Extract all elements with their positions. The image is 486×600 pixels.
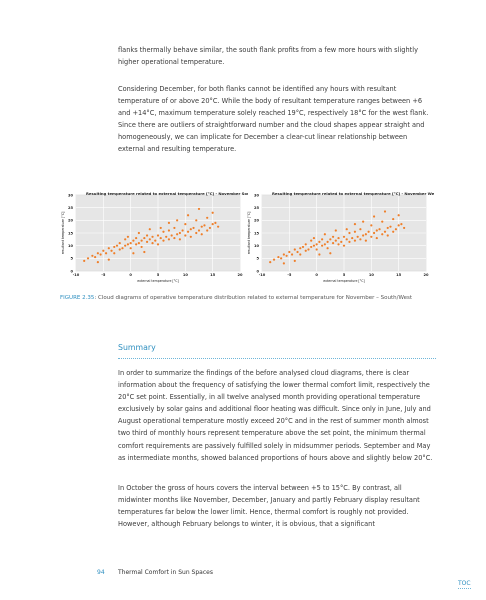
data-point xyxy=(108,259,110,261)
data-point xyxy=(370,236,372,238)
data-point xyxy=(305,243,307,245)
data-point xyxy=(192,227,194,229)
data-point xyxy=(368,231,370,233)
data-point xyxy=(203,224,205,226)
data-point xyxy=(346,238,348,240)
data-point xyxy=(354,223,356,225)
data-point xyxy=(376,229,378,231)
y-tick-label: 30 xyxy=(67,193,73,198)
figure-chart-south xyxy=(60,189,248,291)
data-point xyxy=(376,237,378,239)
data-point xyxy=(329,238,331,240)
data-point xyxy=(97,252,99,254)
data-point xyxy=(143,251,145,253)
data-point xyxy=(201,233,203,235)
figure-caption-label: FIGURE 2.35 xyxy=(60,295,95,301)
data-point xyxy=(359,228,361,230)
data-point xyxy=(343,236,345,238)
data-point xyxy=(116,245,118,247)
data-point xyxy=(130,247,132,249)
figure-caption: FIGURE 2.35: Cloud diagrams of operative temperature distribution related to external temperature for November – South/West xyxy=(60,295,413,301)
y-tick-label: 5 xyxy=(256,256,259,261)
data-point xyxy=(100,253,102,255)
x-tick-label: -10 xyxy=(258,273,266,277)
data-point xyxy=(113,252,115,254)
toc-link[interactable]: TOC xyxy=(458,580,471,587)
data-point xyxy=(149,238,151,240)
data-point xyxy=(286,255,288,257)
data-point xyxy=(141,240,143,242)
data-point xyxy=(209,227,211,229)
data-point xyxy=(313,237,315,239)
data-point xyxy=(329,252,331,254)
data-point xyxy=(132,240,134,242)
x-tick-label: 10 xyxy=(368,273,374,277)
data-point xyxy=(132,252,134,254)
data-point xyxy=(195,219,197,221)
x-tick-label: -5 xyxy=(101,273,106,277)
data-point xyxy=(146,234,148,236)
data-point xyxy=(310,240,312,242)
data-point xyxy=(151,236,153,238)
data-point xyxy=(162,231,164,233)
data-point xyxy=(214,222,216,224)
data-point xyxy=(273,259,275,261)
data-point xyxy=(283,262,285,264)
data-point xyxy=(351,237,353,239)
data-point xyxy=(337,237,339,239)
data-point xyxy=(110,250,112,252)
data-point xyxy=(113,246,115,248)
data-point xyxy=(373,232,375,234)
data-point xyxy=(340,241,342,243)
data-point xyxy=(212,223,214,225)
data-point xyxy=(357,236,359,238)
data-point xyxy=(176,233,178,235)
data-point xyxy=(154,240,156,242)
data-point xyxy=(184,223,186,225)
data-point xyxy=(149,228,151,230)
data-point xyxy=(359,238,361,240)
y-tick-label: 25 xyxy=(253,205,259,210)
data-point xyxy=(288,251,290,253)
data-point xyxy=(346,228,348,230)
data-point xyxy=(94,256,96,258)
data-point xyxy=(327,247,329,249)
y-tick-label: 0 xyxy=(70,269,73,274)
x-tick-label: -10 xyxy=(72,273,80,277)
data-point xyxy=(307,248,309,250)
data-point xyxy=(313,245,315,247)
x-axis-label: external temperature [°C] xyxy=(323,279,365,283)
data-point xyxy=(348,232,350,234)
data-point xyxy=(370,224,372,226)
data-point xyxy=(176,219,178,221)
x-tick-label: 5 xyxy=(156,273,160,277)
data-point xyxy=(124,245,126,247)
y-axis-label: resultant temperature [°C] xyxy=(61,211,65,255)
data-point xyxy=(87,257,89,259)
data-point xyxy=(294,248,296,250)
running-title: Thermal Comfort in Sun Spaces xyxy=(118,569,213,576)
data-point xyxy=(121,247,123,249)
data-point xyxy=(157,243,159,245)
data-point xyxy=(384,210,386,212)
data-point xyxy=(160,237,162,239)
data-point xyxy=(392,218,394,220)
data-point xyxy=(168,222,170,224)
data-point xyxy=(392,231,394,233)
data-point xyxy=(182,229,184,231)
data-point xyxy=(135,237,137,239)
figure-chart-west xyxy=(246,189,434,291)
data-point xyxy=(127,236,129,238)
data-point xyxy=(321,245,323,247)
x-tick-label: 20 xyxy=(237,273,243,277)
data-point xyxy=(354,240,356,242)
x-tick-label: 15 xyxy=(396,273,402,277)
y-tick-label: 15 xyxy=(253,231,259,236)
data-point xyxy=(165,236,167,238)
y-tick-label: 10 xyxy=(67,243,73,248)
data-point xyxy=(316,248,318,250)
page-number: 94 xyxy=(97,569,105,576)
data-point xyxy=(91,255,93,257)
data-point xyxy=(398,214,400,216)
x-tick-label: 0 xyxy=(129,273,132,277)
y-tick-label: 20 xyxy=(253,218,259,223)
data-point xyxy=(395,228,397,230)
data-point xyxy=(160,227,162,229)
chart-title: Resulting temperature related to external temperature [°C] - November South xyxy=(86,191,248,196)
x-tick-label: 15 xyxy=(210,273,216,277)
data-point xyxy=(378,228,380,230)
data-point xyxy=(206,217,208,219)
data-point xyxy=(138,232,140,234)
data-point xyxy=(187,214,189,216)
data-point xyxy=(332,236,334,238)
data-point xyxy=(365,240,367,242)
data-point xyxy=(206,229,208,231)
data-point xyxy=(337,243,339,245)
data-point xyxy=(302,246,304,248)
data-point xyxy=(299,247,301,249)
data-point xyxy=(389,226,391,228)
data-point xyxy=(146,241,148,243)
data-point xyxy=(365,233,367,235)
y-tick-label: 0 xyxy=(256,269,259,274)
paragraph-flanks: flanks thermally behave similar, the south flank profits from a few more hours with slightly higher operational temperature. xyxy=(118,46,418,67)
data-point xyxy=(277,256,279,258)
data-point xyxy=(324,243,326,245)
data-point xyxy=(201,226,203,228)
figure-caption-text: Cloud diagrams of operative temperature distribution related to external temperature for November – South/West xyxy=(97,295,413,301)
x-tick-label: 20 xyxy=(423,273,429,277)
data-point xyxy=(387,234,389,236)
data-point xyxy=(190,236,192,238)
summary-paragraph-1: In order to summarize the findings of the before analysed cloud diagrams, there is clear information about the frequency of satisfying the lower thermal comfort limit, respectively the 20°C set point. Essentially, in all twelve analysed month providing operational temperature exclusively by solar gains and additional floor heating was difficult. Since only in June, July and August operational temperature mostly exceed 20°C and in the rest of summer month almost two third of monthly hours represent temperature above the set point, the minimum thermal comfort requirements are passively fulfilled solely in midsummer periods. September and May as intermediate months, showed balanced proportions of hours above and slightly below 20°C. xyxy=(118,369,433,462)
data-point xyxy=(198,229,200,231)
data-point xyxy=(381,221,383,223)
data-point xyxy=(119,248,121,250)
x-tick-label: 0 xyxy=(315,273,318,277)
data-point xyxy=(354,231,356,233)
data-point xyxy=(318,253,320,255)
data-point xyxy=(195,232,197,234)
data-point xyxy=(179,238,181,240)
data-point xyxy=(398,224,400,226)
summary-paragraph-2: In October the gross of hours covers the interval between +5 to 15°C. By contrast, all midwinter months like November, December, January and partly February display resultant temperatures far below the lower limit. Hence, thermal comfort is roughly not provided. However, although February belongs to winter, it is obvious, that a significant xyxy=(118,484,420,529)
data-point xyxy=(212,212,214,214)
y-tick-label: 25 xyxy=(67,205,73,210)
data-point xyxy=(381,233,383,235)
data-point xyxy=(130,242,132,244)
data-point xyxy=(283,253,285,255)
summary-heading: Summary xyxy=(118,343,436,359)
data-point xyxy=(135,243,137,245)
data-point xyxy=(321,238,323,240)
scatter-chart-south xyxy=(60,189,248,291)
data-point xyxy=(269,261,271,263)
paragraph-december: Considering December, for both flanks cannot be identified any hours with resultant temperature of or above 20°C. While the body of resultant temperature ranges between +6 and +14°C, maximum temperature solely reached 19°C, respectively 18°C for the west flank. Since there are outliers of straightforward number and the cloud shapes appear straight and homogeneously, we can implicate for December a clear-cut linear relationship between external and resulting temperature. xyxy=(118,85,429,154)
data-point xyxy=(190,228,192,230)
y-tick-label: 30 xyxy=(253,193,259,198)
data-point xyxy=(105,252,107,254)
x-axis-label: external temperature [°C] xyxy=(137,279,179,283)
y-tick-label: 20 xyxy=(67,218,73,223)
data-point xyxy=(143,237,145,239)
data-point xyxy=(141,246,143,248)
data-point xyxy=(168,229,170,231)
data-point xyxy=(187,231,189,233)
data-point xyxy=(217,226,219,228)
data-point xyxy=(173,237,175,239)
data-point xyxy=(296,251,298,253)
data-point xyxy=(299,253,301,255)
y-tick-label: 5 xyxy=(70,256,73,261)
data-point xyxy=(119,242,121,244)
data-point xyxy=(124,238,126,240)
data-point xyxy=(310,246,312,248)
data-point xyxy=(280,257,282,259)
x-tick-label: 10 xyxy=(182,273,188,277)
data-point xyxy=(362,234,364,236)
data-point xyxy=(83,260,85,262)
y-tick-label: 15 xyxy=(67,231,73,236)
data-point xyxy=(403,227,405,229)
data-point xyxy=(108,247,110,249)
data-point xyxy=(198,208,200,210)
data-point xyxy=(151,242,153,244)
data-point xyxy=(168,238,170,240)
data-point xyxy=(127,243,129,245)
data-point xyxy=(327,241,329,243)
data-point xyxy=(318,241,320,243)
chart-title: Resulting temperature related to external temperature [°C] - November West xyxy=(272,191,434,196)
data-point xyxy=(332,242,334,244)
data-point xyxy=(138,242,140,244)
data-point xyxy=(173,227,175,229)
data-point xyxy=(348,241,350,243)
data-point xyxy=(362,221,364,223)
data-point xyxy=(335,240,337,242)
data-point xyxy=(102,250,104,252)
data-point xyxy=(373,215,375,217)
data-point xyxy=(291,253,293,255)
y-tick-label: 10 xyxy=(253,243,259,248)
data-point xyxy=(162,240,164,242)
data-point xyxy=(184,234,186,236)
data-point xyxy=(316,243,318,245)
data-point xyxy=(294,260,296,262)
data-point xyxy=(387,227,389,229)
y-axis-label: resultant temperature [°C] xyxy=(247,211,251,255)
data-point xyxy=(343,245,345,247)
scatter-chart-west xyxy=(246,189,434,291)
x-tick-label: 5 xyxy=(342,273,346,277)
data-point xyxy=(335,229,337,231)
data-point xyxy=(384,231,386,233)
data-point xyxy=(305,250,307,252)
data-point xyxy=(179,232,181,234)
data-point xyxy=(171,234,173,236)
data-point xyxy=(400,223,402,225)
data-point xyxy=(97,261,99,263)
x-tick-label: -5 xyxy=(287,273,292,277)
data-point xyxy=(324,233,326,235)
data-point xyxy=(157,234,159,236)
